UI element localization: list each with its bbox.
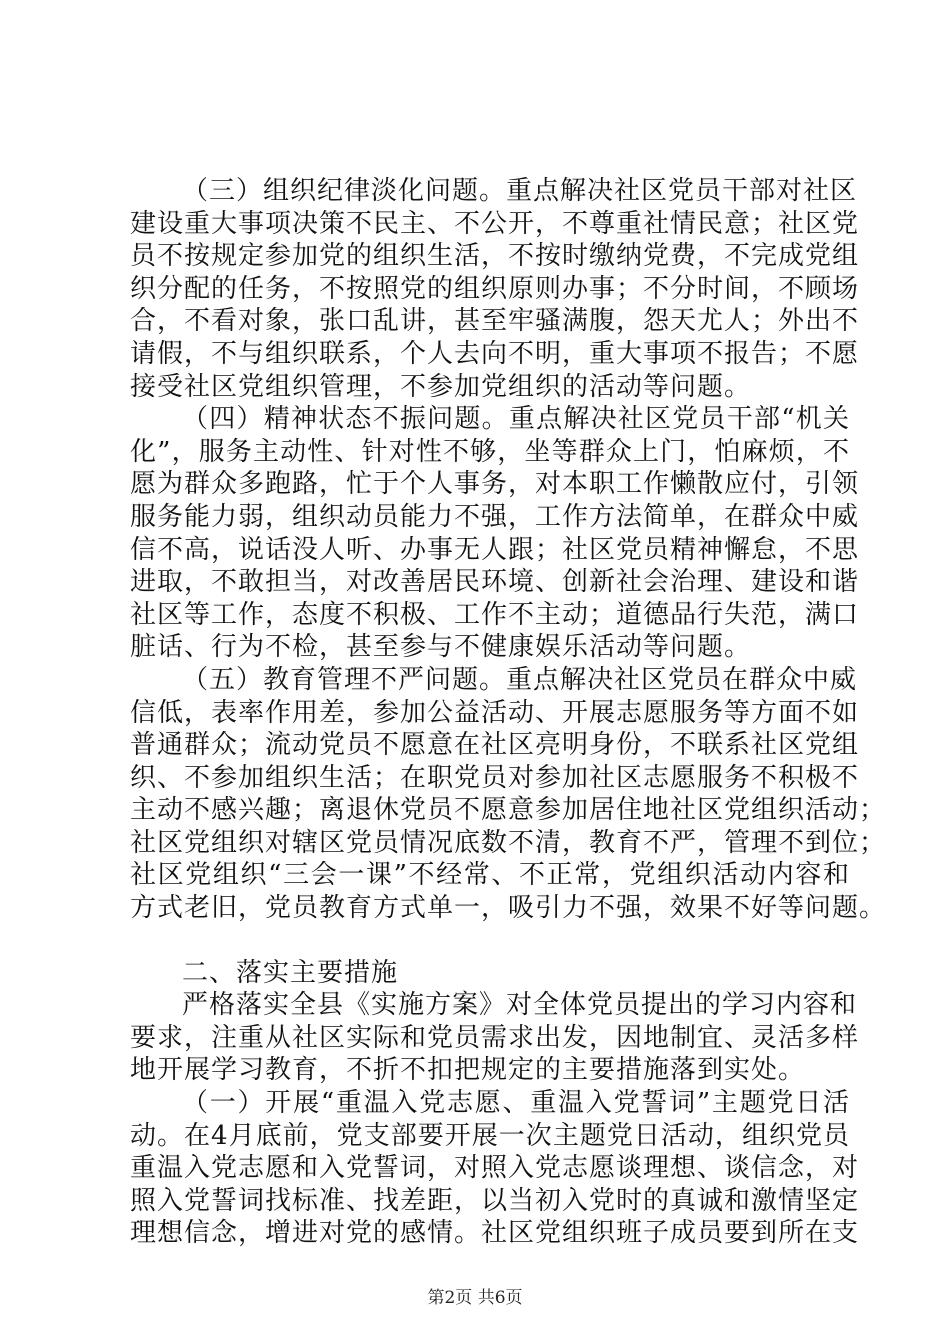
text-line: 进取，不敢担当，对改善居民环境、创新社会治理、建设和谐 <box>130 567 860 598</box>
text-line: 二、落实主要措施 <box>182 957 399 988</box>
text-line: 织、不参加组织生活；在职党员对参加社区志愿服务不积极不 <box>130 762 860 793</box>
text-line: 信不高，说话没人听、办事无人跟；社区党员精神懈怠，不思 <box>130 534 860 565</box>
text-line: 愿为群众多跑路，忙于个人事务，对本职工作懒散应付，引领 <box>130 469 860 500</box>
paragraph-gap <box>130 925 850 957</box>
text-line: 主动不感兴趣；离退休党员不愿意参加居住地社区党组织活动； <box>130 795 887 826</box>
text-line: 理想信念，增进对党的感情。社区党组织班子成员要到所在支 <box>130 1218 860 1249</box>
paragraph <box>130 1087 860 1250</box>
text-line: 照入党誓词找标准、找差距，以当初入党时的真诚和激情坚定 <box>130 1185 860 1216</box>
paragraph <box>130 664 887 925</box>
page-footer: 第2页 共6页 <box>427 1288 523 1308</box>
text-line: 重温入党志愿和入党誓词，对照入党志愿谈理想、谈信念，对 <box>130 1153 860 1184</box>
text-line: 普通群众；流动党员不愿意在社区亮明身份，不联系社区党组 <box>130 730 860 761</box>
text-line: 织分配的任务，不按照党的组织原则办事；不分时间，不顾场 <box>130 273 860 304</box>
paragraph <box>130 175 860 403</box>
text-line: （三）组织纪律淡化问题。重点解决社区党员干部对社区 <box>182 176 858 206</box>
text-line: （四）精神状态不振问题。重点解决社区党员干部“机关 <box>182 404 850 435</box>
text-line: 严格落实全县《实施方案》对全体党员提出的学习内容和 <box>182 990 858 1021</box>
text-line: 要求，注重从社区实际和党员需求出发，因地制宜、灵活多样 <box>130 1022 860 1053</box>
text-line: 接受社区党组织管理，不参加党组织的活动等问题。 <box>130 371 752 402</box>
text-line: （五）教育管理不严问题。重点解决社区党员在群众中威 <box>182 664 858 695</box>
text-line: 动。在4月底前，党支部要开展一次主题党日活动，组织党员 <box>130 1120 850 1151</box>
text-line: 脏话、行为不检，甚至参与不健康娱乐活动等问题。 <box>130 632 752 663</box>
text-line: 方式老旧，党员教育方式单一，吸引力不强，效果不好等问题。 <box>130 893 887 924</box>
document-body <box>130 175 887 1250</box>
text-line: 社区党组织“三会一课”不经常、不正常，党组织活动内容和 <box>130 860 850 891</box>
text-line: （一）开展“重温入党志愿、重温入党誓词”主题党日活 <box>182 1088 850 1119</box>
text-line: 请假，不与组织联系，个人去向不明，重大事项不报告；不愿 <box>130 338 860 369</box>
text-line: 信低，表率作用差，参加公益活动、开展志愿服务等方面不如 <box>130 697 860 728</box>
text-line: 社区党组织对辖区党员情况底数不清，教育不严，管理不到位； <box>130 827 887 858</box>
text-line: 员不按规定参加党的组织生活，不按时缴纳党费，不完成党组 <box>130 241 860 272</box>
text-line: 合，不看对象，张口乱讲，甚至牢骚满腹，怨天尤人；外出不 <box>130 306 860 337</box>
text-line: 化”，服务主动性、针对性不够，坐等群众上门，怕麻烦，不 <box>130 436 850 467</box>
text-line: 服务能力弱，组织动员能力不强，工作方法简单，在群众中威 <box>130 501 860 532</box>
text-line: 地开展学习教育，不折不扣把规定的主要措施落到实处。 <box>130 1055 806 1086</box>
paragraph <box>130 989 860 1087</box>
text-line: 建设重大事项决策不民主、不公开，不尊重社情民意；社区党 <box>130 208 860 239</box>
text-line: 社区等工作，态度不积极、工作不主动；道德品行失范，满口 <box>130 599 860 630</box>
paragraph <box>130 403 860 664</box>
section-heading <box>130 957 850 990</box>
